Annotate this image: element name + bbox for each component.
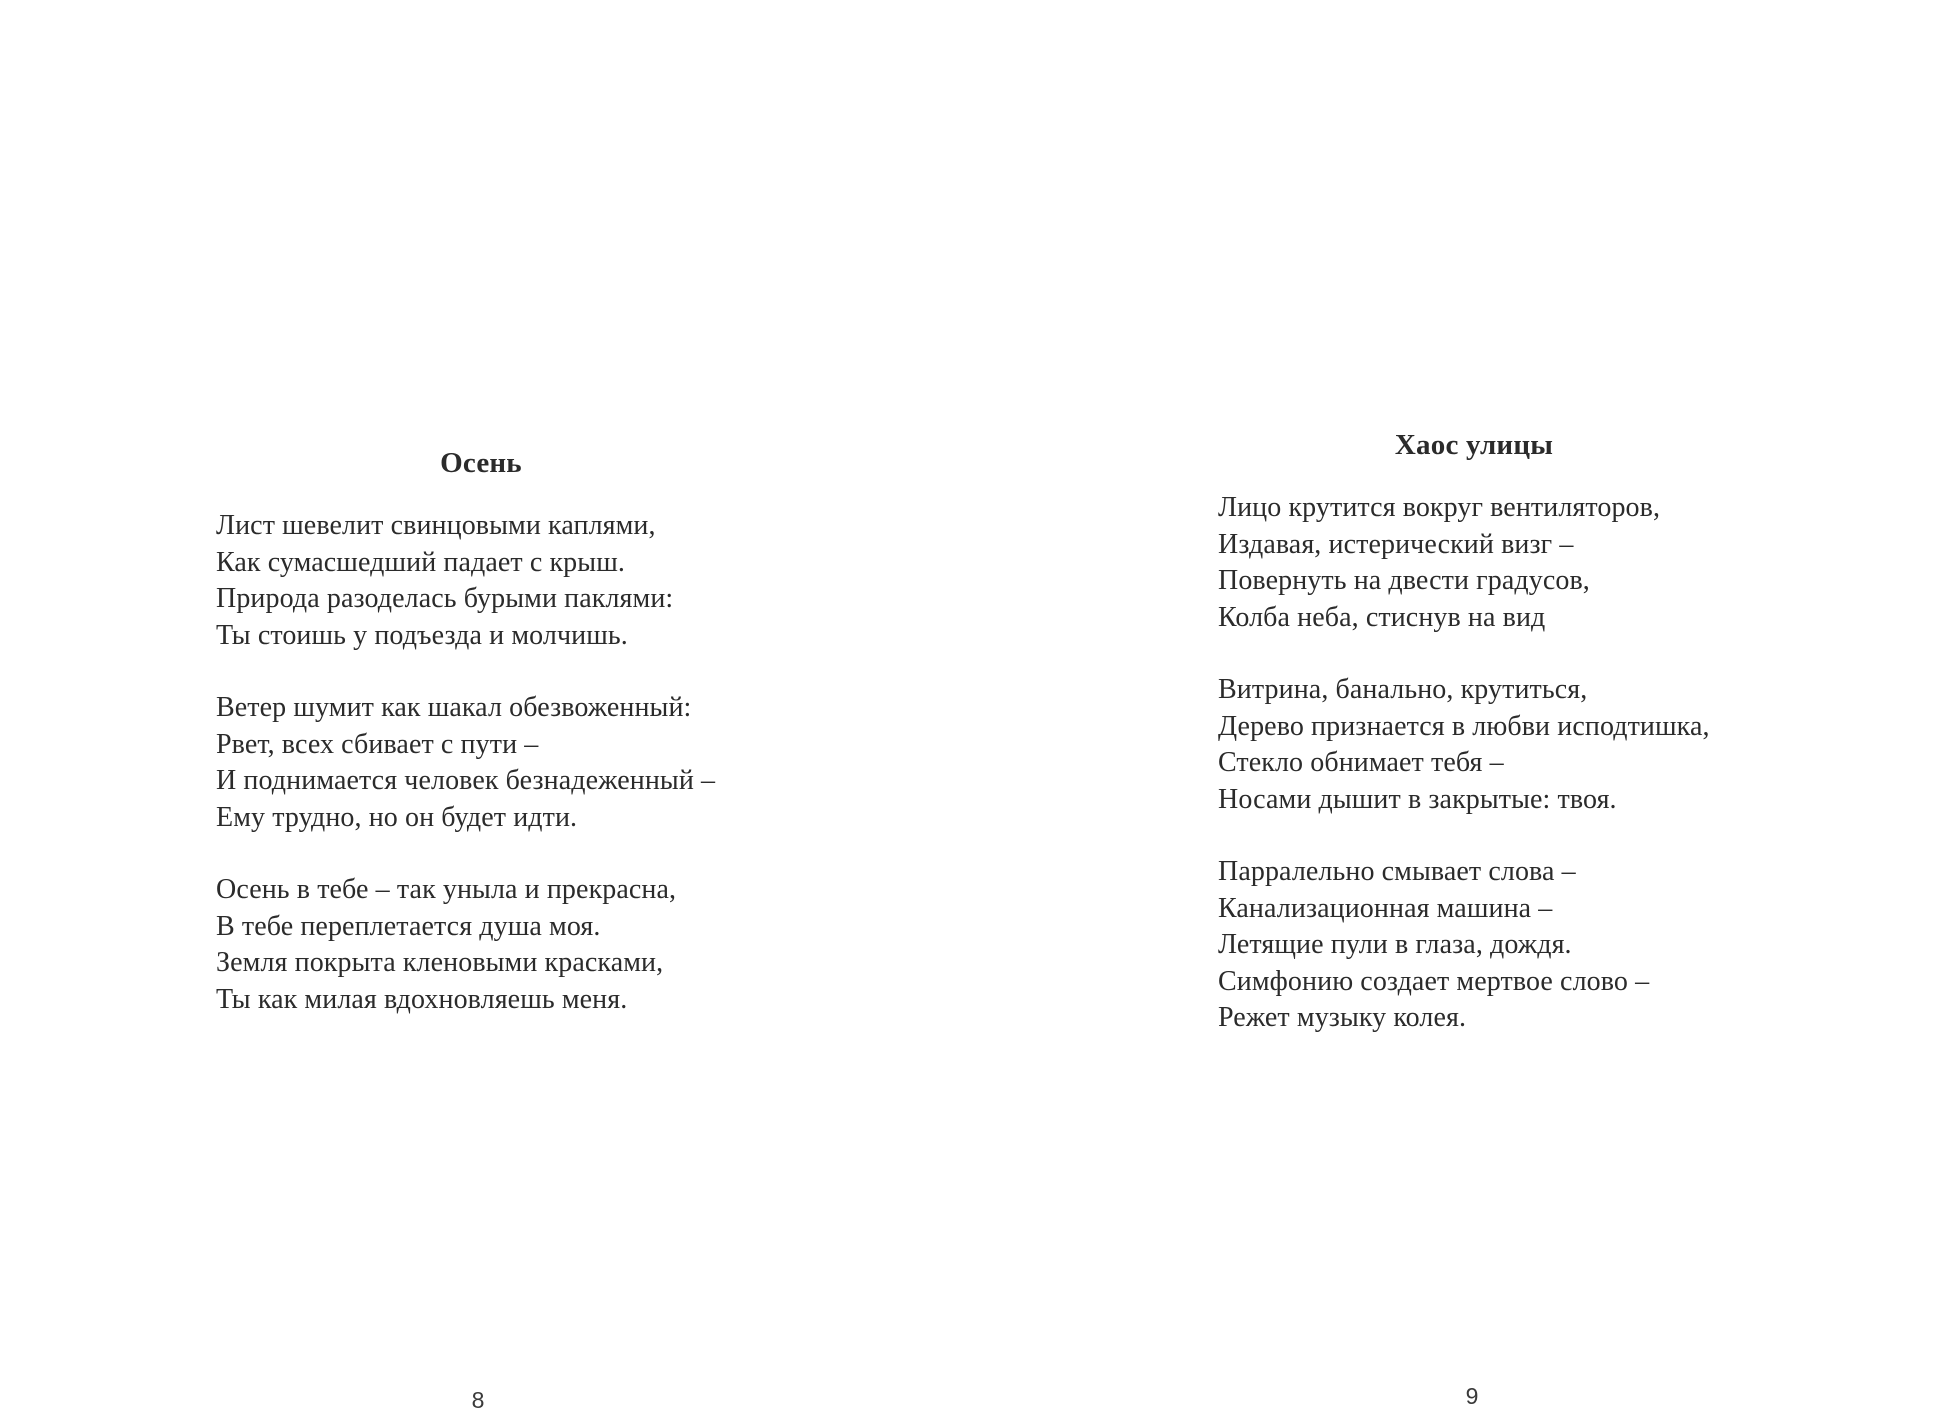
verse-line: Симфонию создает мертвое слово – [1218, 965, 1650, 997]
verse-line: Рвет, всех сбивает с пути – [216, 728, 539, 760]
verse-line: Режет музыку колея. [1218, 1002, 1467, 1033]
verse-line: Парралельно смывает слова – [1218, 856, 1576, 887]
page-number: 8 [471, 1387, 485, 1413]
verse-line: И поднимается человек безнадеженный – [216, 765, 716, 796]
stanza [216, 872, 715, 1018]
verse-line: Ты как милая вдохновляешь меня. [216, 983, 628, 1015]
stanza [216, 508, 715, 654]
right-page [979, 0, 1959, 1420]
poem-title: Хаос улицы [1394, 429, 1554, 461]
verse-line: Земля покрыта кленовыми красками, [216, 947, 664, 978]
stanza [1218, 854, 1710, 1037]
poem-body [216, 508, 715, 1018]
stanza [1218, 490, 1710, 636]
stanza [1218, 672, 1710, 818]
verse-line: Как сумасшедший падает с крыш. [216, 546, 625, 578]
verse-line: Лист шевелит свинцовыми каплями, [216, 510, 656, 541]
verse-line: Колба неба, стиснув на вид [1218, 601, 1546, 633]
verse-line: Дерево признается в любви исподтишка, [1218, 710, 1710, 742]
poem-title: Осень [440, 447, 522, 479]
verse-line: Осень в тебе – так уныла и прекрасна, [216, 874, 677, 905]
verse-line: Лицо крутится вокруг вентиляторов, [1218, 492, 1661, 523]
verse-line: Ему трудно, но он будет идти. [216, 801, 578, 833]
verse-line: Ты стоишь у подъезда и молчишь. [216, 619, 628, 651]
verse-line: Витрина, банально, крутиться, [1218, 674, 1588, 705]
left-page [0, 0, 979, 1420]
verse-line: Канализационная машина – [1218, 892, 1553, 924]
verse-line: В тебе переплетается душа моя. [216, 910, 601, 942]
verse-line: Летящие пули в глаза, дождя. [1218, 929, 1572, 960]
page-number: 9 [1465, 1383, 1479, 1409]
verse-line: Стекло обнимает тебя – [1218, 747, 1504, 778]
poem-body [1218, 490, 1710, 1037]
verse-line: Природа разоделась бурыми паклями: [216, 583, 674, 614]
verse-line: Ветер шумит как шакал обезвоженный: [216, 692, 692, 723]
verse-line: Носами дышит в закрытые: твоя. [1218, 783, 1617, 815]
verse-line: Повернуть на двести градусов, [1218, 565, 1590, 596]
stanza [216, 690, 715, 836]
verse-line: Издавая, истерический визг – [1218, 528, 1574, 560]
